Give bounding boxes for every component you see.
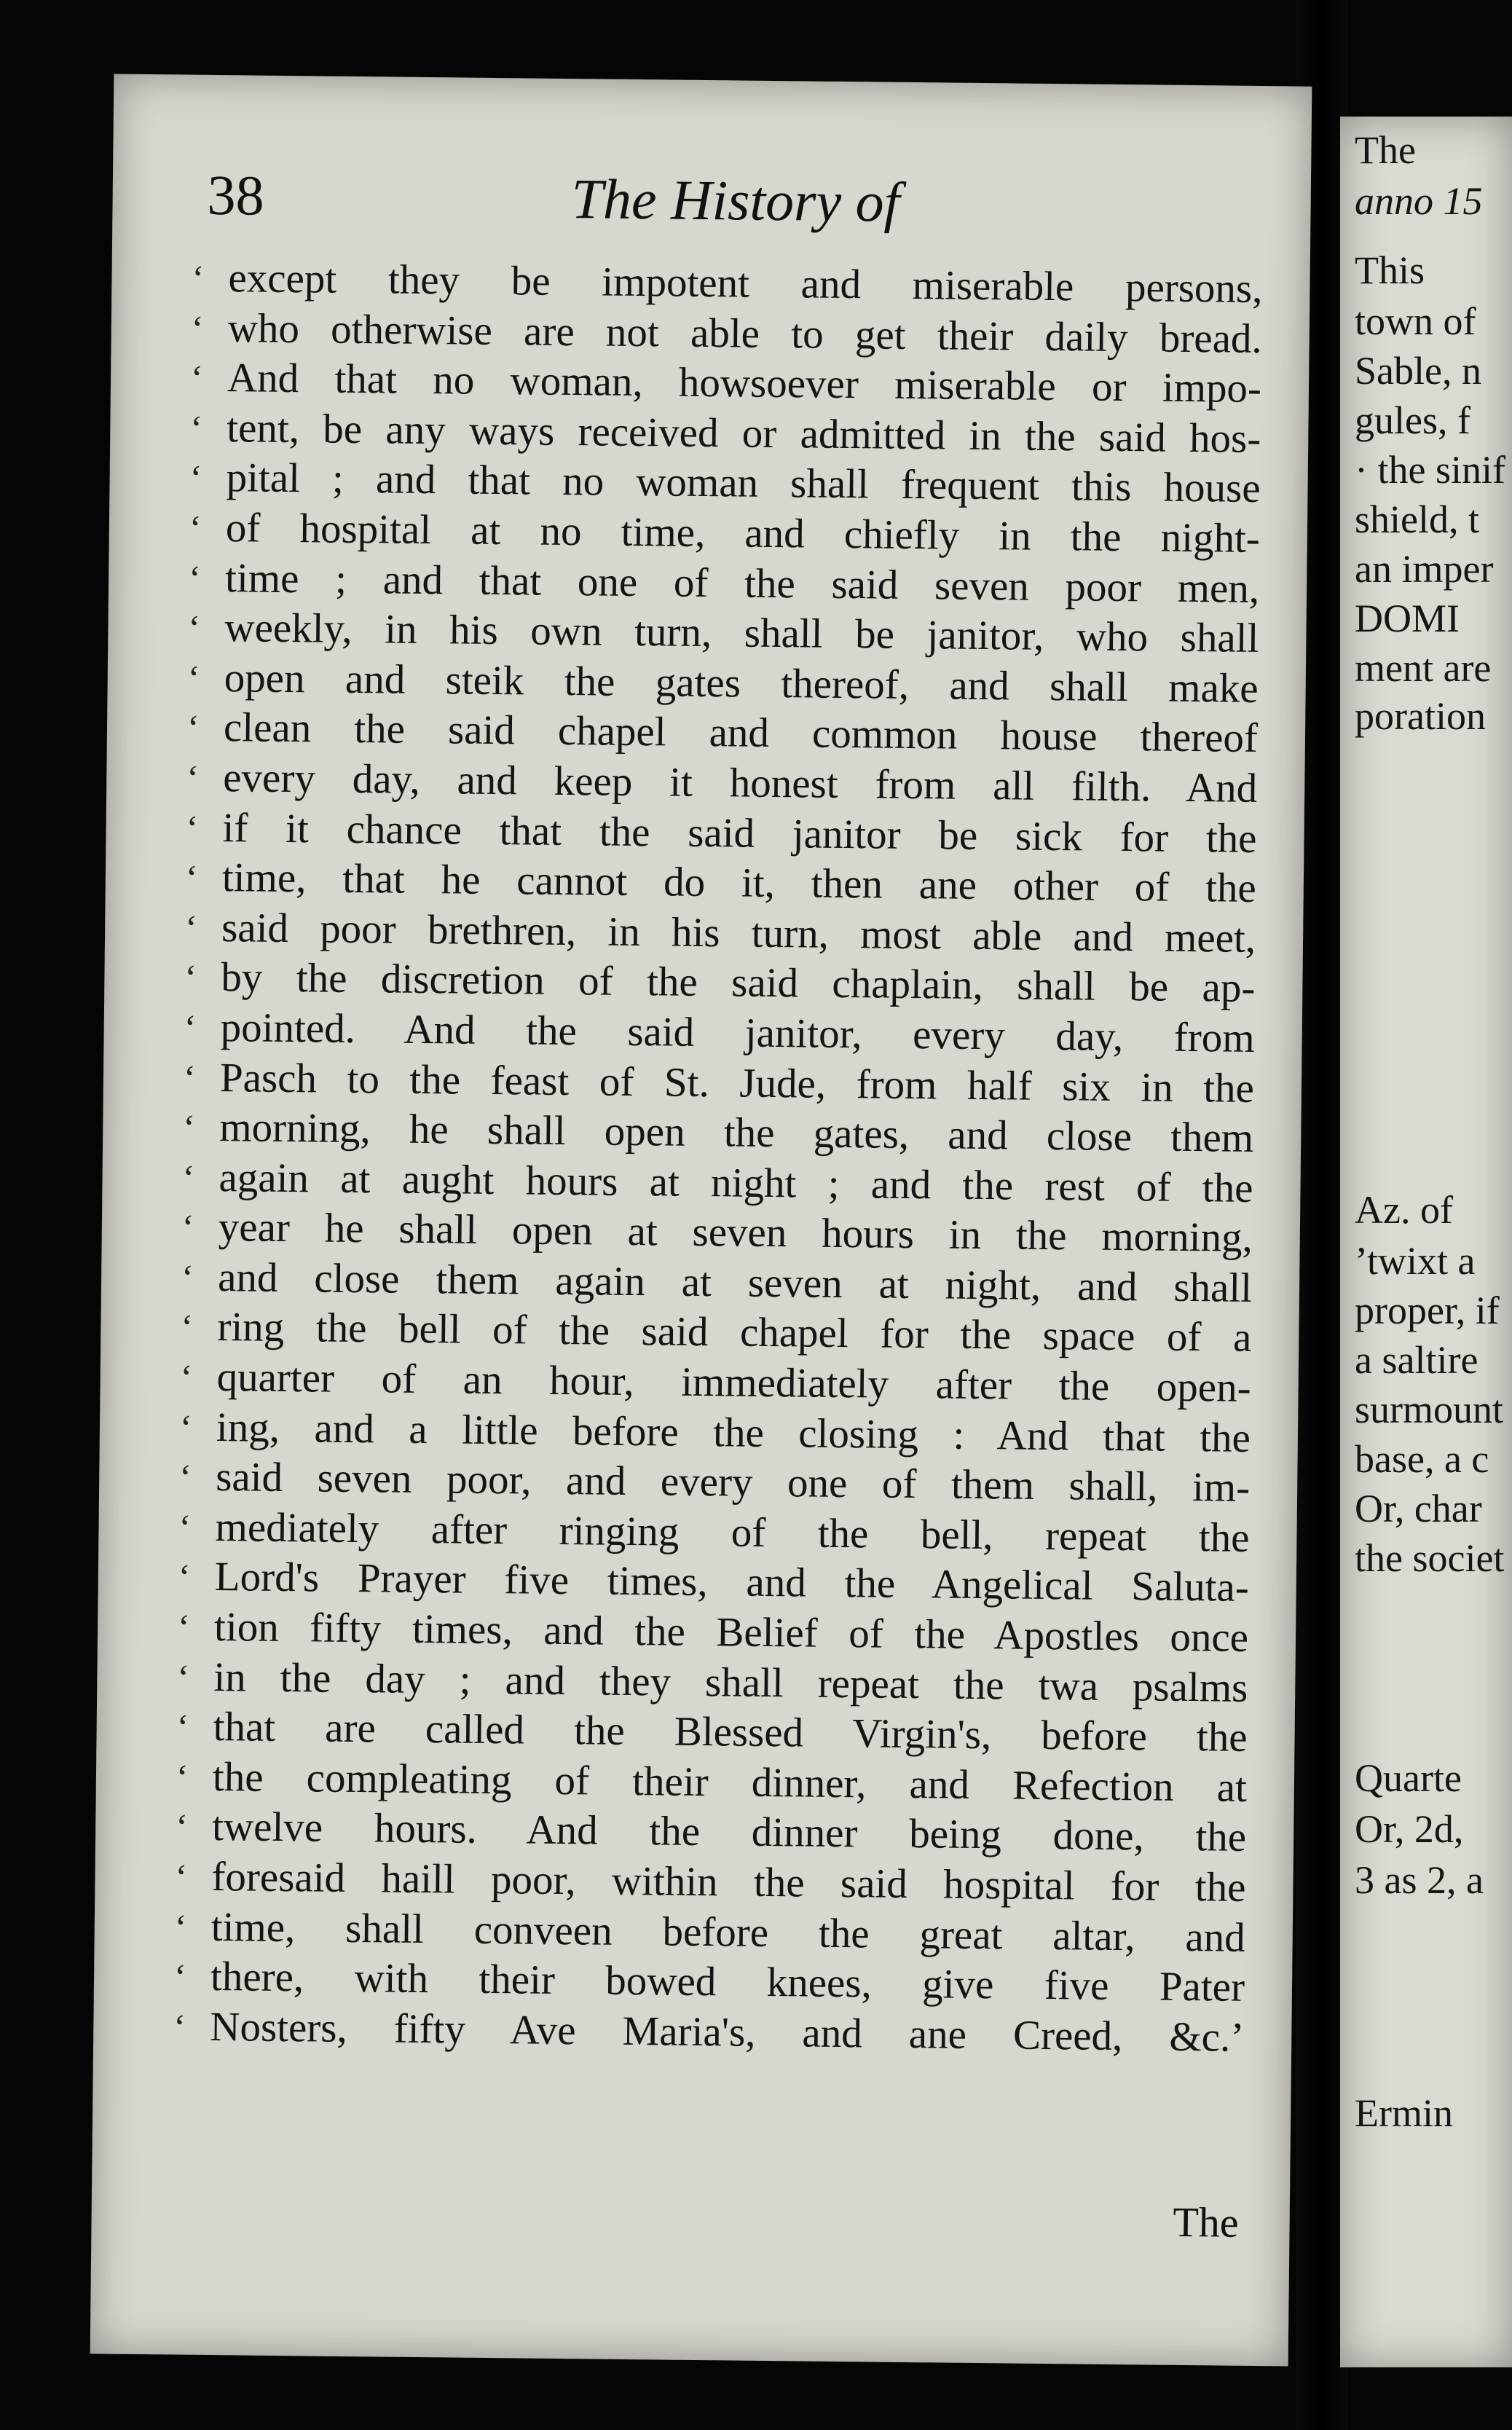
right-page-fragment: the societ xyxy=(1355,1536,1505,1580)
quote-mark: ‘ xyxy=(174,1906,187,1948)
quote-mark: ‘ xyxy=(192,257,205,299)
line-text: clean the said chapel and common house thereof xyxy=(223,704,1259,762)
right-page-fragment: Or, char xyxy=(1355,1487,1482,1530)
quote-mark: ‘ xyxy=(179,1407,192,1448)
quote-mark: ‘ xyxy=(176,1706,189,1747)
quote-mark: ‘ xyxy=(187,657,200,699)
quote-mark: ‘ xyxy=(186,807,199,849)
line-text: time, shall conveen before the great altar, and xyxy=(210,1903,1246,1961)
right-page-fragment: gules, f xyxy=(1355,398,1470,442)
right-page-fragment: Or, 2d, xyxy=(1355,1807,1464,1851)
quote-mark: ‘ xyxy=(178,1556,191,1598)
right-page-fragment: ’twixt a xyxy=(1355,1239,1476,1283)
right-page-fragment: anno 15 xyxy=(1355,179,1483,223)
quote-mark: ‘ xyxy=(178,1456,192,1498)
right-page-fragment: The xyxy=(1355,128,1416,172)
quote-mark: ‘ xyxy=(186,757,200,798)
quote-mark: ‘ xyxy=(190,357,204,398)
quote-mark: ‘ xyxy=(175,1806,189,1848)
right-page-fragment: · the sinif xyxy=(1355,448,1505,492)
page-header xyxy=(207,162,1242,253)
line-text: pital ; and that no woman shall frequent this house xyxy=(226,455,1261,512)
body-text xyxy=(173,253,1263,2064)
quote-mark: ‘ xyxy=(189,507,202,548)
right-page-fragment: shield, t xyxy=(1355,498,1479,541)
quote-mark: ‘ xyxy=(186,707,200,749)
line-text: twelve hours. And the dinner being done, the xyxy=(211,1804,1247,1861)
quote-mark: ‘ xyxy=(173,2006,186,2048)
line-text: who otherwise are not able to get their daily bread. xyxy=(227,304,1263,362)
quote-mark: ‘ xyxy=(173,1956,187,1997)
line-text: morning, he shall open the gates, and close them xyxy=(218,1104,1254,1162)
quote-mark: ‘ xyxy=(185,857,198,898)
right-page-fragment: DOMI xyxy=(1355,597,1460,640)
line-text: foresaid haill poor, within the said hospital for the xyxy=(211,1854,1246,1911)
line-text: ring the bell of the said chapel for the space of a xyxy=(217,1304,1252,1361)
quote-mark: ‘ xyxy=(181,1206,194,1248)
line-text: time, that he cannot do it, then ane other of the xyxy=(221,854,1257,912)
right-page-fragment: proper, if xyxy=(1355,1289,1500,1332)
right-page-fragment: ment are xyxy=(1355,646,1492,690)
line-text: every day, and keep it honest from all filth. And xyxy=(222,755,1258,811)
catchword: The xyxy=(1173,2198,1239,2246)
quote-mark: ‘ xyxy=(178,1506,192,1548)
quote-mark: ‘ xyxy=(184,1007,197,1048)
right-page-fragment: an imper xyxy=(1355,547,1494,591)
right-page-fragment: a saltire xyxy=(1355,1338,1478,1382)
line-text: open and steik the gates thereof, and shall make xyxy=(224,654,1259,712)
line-text: of hospital at no time, and chiefly in the night- xyxy=(225,505,1261,562)
line-text: Lord's Prayer five times, and the Angelical Saluta- xyxy=(214,1554,1250,1611)
page-number: 38 xyxy=(207,162,265,227)
quote-mark: ‘ xyxy=(189,457,202,499)
quote-mark: ‘ xyxy=(184,907,198,948)
right-page-fragment: Sable, n xyxy=(1355,349,1481,393)
quote-mark: ‘ xyxy=(188,557,202,599)
line-text: there, with their bowed knees, give five Pater xyxy=(210,1954,1245,2011)
line-text: tion fifty times, and the Belief of the Apostles once xyxy=(213,1604,1249,1661)
line-text: that are called the Blessed Virgin's, before the xyxy=(213,1704,1248,1761)
quote-mark: ‘ xyxy=(183,1057,196,1098)
line-text: And that no woman, howsoever miserable or impo- xyxy=(227,355,1262,412)
quote-mark: ‘ xyxy=(177,1656,190,1698)
quote-mark: ‘ xyxy=(181,1257,194,1298)
line-text: by the discretion of the said chaplain, shall be ap- xyxy=(221,954,1256,1012)
line-text: weekly, in his own turn, shall be janitor, who shall xyxy=(224,605,1259,662)
right-page-fragment: Az. of xyxy=(1355,1188,1453,1232)
running-title: The History of xyxy=(571,167,900,234)
line-text: quarter of an hour, immediately after the open- xyxy=(216,1354,1251,1411)
quote-mark: ‘ xyxy=(184,956,197,999)
quote-mark: ‘ xyxy=(190,407,203,449)
quote-mark: ‘ xyxy=(188,607,201,648)
line-text: the compleating of their dinner, and Refection at xyxy=(212,1753,1248,1811)
line-text: Nosters, fifty Ave Maria's, and ane Creed, &c.’ xyxy=(210,2003,1245,2061)
line-text: except they be impotent and miserable persons, xyxy=(228,255,1263,312)
right-page-fragment: poration xyxy=(1355,694,1486,738)
quote-mark: ‘ xyxy=(175,1856,188,1898)
line-text: in the day ; and they shall repeat the twa psalms xyxy=(213,1654,1248,1711)
line-text: if it chance that the said janitor be sick for the xyxy=(222,804,1257,862)
line-text: mediately after ringing of the bell, repeat the xyxy=(215,1503,1250,1561)
right-page-fragment: town of xyxy=(1355,299,1476,343)
right-page-fragment: This xyxy=(1355,248,1425,292)
line-text: tent, be any ways received or admitted in the said hos- xyxy=(227,404,1261,462)
quote-mark: ‘ xyxy=(182,1157,195,1198)
line-text: said seven poor, and every one of them shall, im- xyxy=(215,1454,1251,1511)
right-page-fragment: Quarte xyxy=(1355,1756,1462,1800)
line-text: ing, and a little before the closing : And that the xyxy=(216,1404,1251,1461)
text-line xyxy=(173,2002,1245,2063)
line-text: year he shall open at seven hours in the morning, xyxy=(218,1204,1253,1262)
quote-mark: ‘ xyxy=(177,1606,191,1648)
line-text: pointed. And the said janitor, every day, from xyxy=(220,1004,1255,1061)
line-text: time ; and that one of the said seven poor men, xyxy=(224,554,1260,612)
quote-mark: ‘ xyxy=(181,1307,194,1348)
right-page-fragment: Ermin xyxy=(1355,2091,1453,2135)
line-text: and close them again at seven at night, and shall xyxy=(217,1254,1253,1311)
right-page-fragment: 3 as 2, a xyxy=(1355,1858,1484,1902)
left-page xyxy=(90,74,1312,2366)
line-text: Pasch to the feast of St. Jude, from half six in the xyxy=(219,1054,1255,1112)
quote-mark: ‘ xyxy=(191,307,204,349)
right-page-fragment: base, a c xyxy=(1355,1437,1489,1481)
right-page-fragment: surmount xyxy=(1355,1388,1504,1431)
quote-mark: ‘ xyxy=(180,1356,193,1398)
quote-mark: ‘ xyxy=(183,1106,196,1148)
line-text: said poor brethren, in his turn, most able and meet, xyxy=(221,904,1256,962)
right-page xyxy=(1340,117,1512,2367)
line-text: again at aught hours at night ; and the rest of the xyxy=(218,1154,1253,1211)
quote-mark: ‘ xyxy=(176,1756,189,1798)
